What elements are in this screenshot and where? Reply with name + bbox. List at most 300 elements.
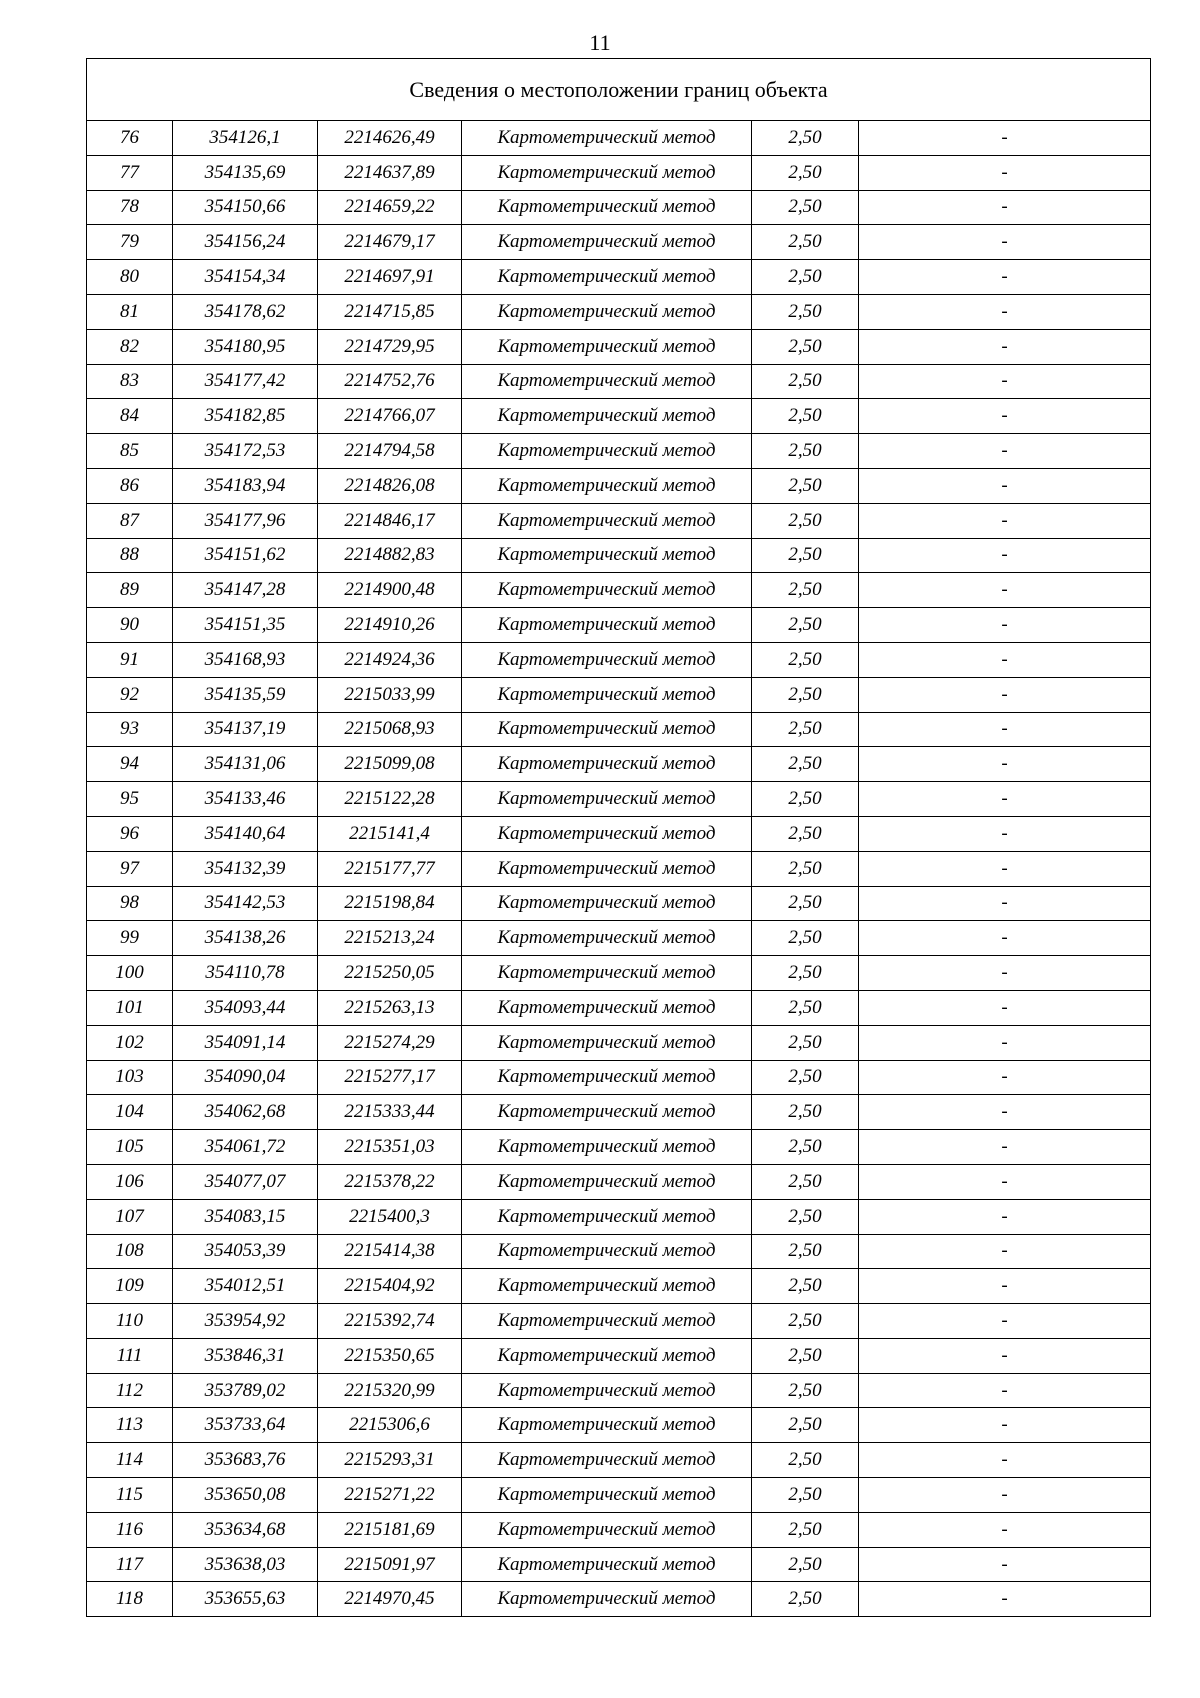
table-body	[87, 121, 1151, 1617]
point-number-cell: 103	[87, 1060, 173, 1095]
description-cell: -	[859, 642, 1151, 677]
point-number-cell: 101	[87, 990, 173, 1025]
y-coordinate-cell: 2214715,85	[318, 294, 462, 329]
accuracy-cell: 2,50	[752, 1478, 859, 1513]
point-number-cell: 105	[87, 1130, 173, 1165]
point-number-cell: 89	[87, 573, 173, 608]
description-cell: -	[859, 956, 1151, 991]
point-number-cell: 80	[87, 260, 173, 295]
description-cell: -	[859, 260, 1151, 295]
point-number-cell: 106	[87, 1164, 173, 1199]
x-coordinate-cell: 354061,72	[173, 1130, 318, 1165]
method-cell: Картометрический метод	[462, 364, 752, 399]
y-coordinate-cell: 2215333,44	[318, 1095, 462, 1130]
table-row	[87, 1234, 1151, 1269]
x-coordinate-cell: 354135,69	[173, 155, 318, 190]
point-number-cell: 81	[87, 294, 173, 329]
accuracy-cell: 2,50	[752, 1408, 859, 1443]
accuracy-cell: 2,50	[752, 642, 859, 677]
method-cell: Картометрический метод	[462, 260, 752, 295]
x-coordinate-cell: 354083,15	[173, 1199, 318, 1234]
description-cell: -	[859, 712, 1151, 747]
point-number-cell: 104	[87, 1095, 173, 1130]
point-number-cell: 83	[87, 364, 173, 399]
y-coordinate-cell: 2214626,49	[318, 121, 462, 156]
method-cell: Картометрический метод	[462, 225, 752, 260]
accuracy-cell: 2,50	[752, 990, 859, 1025]
point-number-cell: 95	[87, 782, 173, 817]
point-number-cell: 99	[87, 921, 173, 956]
description-cell: -	[859, 225, 1151, 260]
x-coordinate-cell: 354177,96	[173, 503, 318, 538]
table-row	[87, 677, 1151, 712]
y-coordinate-cell: 2214882,83	[318, 538, 462, 573]
x-coordinate-cell: 353733,64	[173, 1408, 318, 1443]
description-cell: -	[859, 399, 1151, 434]
table-row	[87, 886, 1151, 921]
point-number-cell: 94	[87, 747, 173, 782]
accuracy-cell: 2,50	[752, 1130, 859, 1165]
description-cell: -	[859, 747, 1151, 782]
x-coordinate-cell: 354183,94	[173, 468, 318, 503]
method-cell: Картометрический метод	[462, 121, 752, 156]
method-cell: Картометрический метод	[462, 1512, 752, 1547]
method-cell: Картометрический метод	[462, 190, 752, 225]
table-row	[87, 1338, 1151, 1373]
y-coordinate-cell: 2215141,4	[318, 816, 462, 851]
x-coordinate-cell: 354137,19	[173, 712, 318, 747]
x-coordinate-cell: 353634,68	[173, 1512, 318, 1547]
table-row	[87, 990, 1151, 1025]
point-number-cell: 90	[87, 608, 173, 643]
y-coordinate-cell: 2215263,13	[318, 990, 462, 1025]
table-row	[87, 329, 1151, 364]
method-cell: Картометрический метод	[462, 399, 752, 434]
x-coordinate-cell: 353846,31	[173, 1338, 318, 1373]
x-coordinate-cell: 353655,63	[173, 1582, 318, 1617]
method-cell: Картометрический метод	[462, 573, 752, 608]
method-cell: Картометрический метод	[462, 434, 752, 469]
description-cell: -	[859, 1547, 1151, 1582]
x-coordinate-cell: 354151,35	[173, 608, 318, 643]
accuracy-cell: 2,50	[752, 1547, 859, 1582]
point-number-cell: 109	[87, 1269, 173, 1304]
y-coordinate-cell: 2215351,03	[318, 1130, 462, 1165]
method-cell: Картометрический метод	[462, 816, 752, 851]
table-row	[87, 225, 1151, 260]
y-coordinate-cell: 2215320,99	[318, 1373, 462, 1408]
accuracy-cell: 2,50	[752, 468, 859, 503]
point-number-cell: 93	[87, 712, 173, 747]
y-coordinate-cell: 2214697,91	[318, 260, 462, 295]
table-row	[87, 294, 1151, 329]
table-row	[87, 642, 1151, 677]
x-coordinate-cell: 353650,08	[173, 1478, 318, 1513]
table-row	[87, 503, 1151, 538]
description-cell: -	[859, 816, 1151, 851]
method-cell: Картометрический метод	[462, 921, 752, 956]
x-coordinate-cell: 354142,53	[173, 886, 318, 921]
table-row	[87, 1512, 1151, 1547]
accuracy-cell: 2,50	[752, 1060, 859, 1095]
x-coordinate-cell: 354138,26	[173, 921, 318, 956]
y-coordinate-cell: 2215099,08	[318, 747, 462, 782]
table-row	[87, 608, 1151, 643]
accuracy-cell: 2,50	[752, 956, 859, 991]
point-number-cell: 114	[87, 1443, 173, 1478]
y-coordinate-cell: 2215177,77	[318, 851, 462, 886]
x-coordinate-cell: 354178,62	[173, 294, 318, 329]
x-coordinate-cell: 354150,66	[173, 190, 318, 225]
y-coordinate-cell: 2214900,48	[318, 573, 462, 608]
description-cell: -	[859, 468, 1151, 503]
y-coordinate-cell: 2215181,69	[318, 1512, 462, 1547]
table-row	[87, 1547, 1151, 1582]
table-row	[87, 712, 1151, 747]
x-coordinate-cell: 353683,76	[173, 1443, 318, 1478]
accuracy-cell: 2,50	[752, 1373, 859, 1408]
table-row	[87, 364, 1151, 399]
accuracy-cell: 2,50	[752, 190, 859, 225]
accuracy-cell: 2,50	[752, 712, 859, 747]
table-row	[87, 1269, 1151, 1304]
description-cell: -	[859, 1095, 1151, 1130]
table-row	[87, 155, 1151, 190]
description-cell: -	[859, 155, 1151, 190]
y-coordinate-cell: 2215274,29	[318, 1025, 462, 1060]
table-row	[87, 434, 1151, 469]
x-coordinate-cell: 353789,02	[173, 1373, 318, 1408]
x-coordinate-cell: 354090,04	[173, 1060, 318, 1095]
y-coordinate-cell: 2214766,07	[318, 399, 462, 434]
method-cell: Картометрический метод	[462, 1234, 752, 1269]
accuracy-cell: 2,50	[752, 1338, 859, 1373]
method-cell: Картометрический метод	[462, 1199, 752, 1234]
point-number-cell: 113	[87, 1408, 173, 1443]
y-coordinate-cell: 2214659,22	[318, 190, 462, 225]
accuracy-cell: 2,50	[752, 1512, 859, 1547]
description-cell: -	[859, 1199, 1151, 1234]
table-title: Сведения о местоположении границ объекта	[87, 59, 1151, 121]
y-coordinate-cell: 2215350,65	[318, 1338, 462, 1373]
page-number: 11	[589, 30, 611, 55]
x-coordinate-cell: 354156,24	[173, 225, 318, 260]
point-number-cell: 86	[87, 468, 173, 503]
description-cell: -	[859, 121, 1151, 156]
method-cell: Картометрический метод	[462, 1408, 752, 1443]
point-number-cell: 92	[87, 677, 173, 712]
accuracy-cell: 2,50	[752, 434, 859, 469]
accuracy-cell: 2,50	[752, 1199, 859, 1234]
accuracy-cell: 2,50	[752, 1164, 859, 1199]
table-row	[87, 782, 1151, 817]
method-cell: Картометрический метод	[462, 1304, 752, 1339]
accuracy-cell: 2,50	[752, 608, 859, 643]
method-cell: Картометрический метод	[462, 1269, 752, 1304]
table-row	[87, 399, 1151, 434]
y-coordinate-cell: 2214970,45	[318, 1582, 462, 1617]
point-number-cell: 85	[87, 434, 173, 469]
x-coordinate-cell: 354062,68	[173, 1095, 318, 1130]
accuracy-cell: 2,50	[752, 886, 859, 921]
method-cell: Картометрический метод	[462, 468, 752, 503]
accuracy-cell: 2,50	[752, 503, 859, 538]
point-number-cell: 111	[87, 1338, 173, 1373]
method-cell: Картометрический метод	[462, 1338, 752, 1373]
x-coordinate-cell: 354135,59	[173, 677, 318, 712]
x-coordinate-cell: 354131,06	[173, 747, 318, 782]
table-row	[87, 260, 1151, 295]
point-number-cell: 102	[87, 1025, 173, 1060]
x-coordinate-cell: 354093,44	[173, 990, 318, 1025]
x-coordinate-cell: 354154,34	[173, 260, 318, 295]
table-row	[87, 1304, 1151, 1339]
description-cell: -	[859, 851, 1151, 886]
description-cell: -	[859, 1060, 1151, 1095]
accuracy-cell: 2,50	[752, 1234, 859, 1269]
point-number-cell: 110	[87, 1304, 173, 1339]
table-row	[87, 1408, 1151, 1443]
accuracy-cell: 2,50	[752, 1025, 859, 1060]
y-coordinate-cell: 2214752,76	[318, 364, 462, 399]
y-coordinate-cell: 2215277,17	[318, 1060, 462, 1095]
y-coordinate-cell: 2215400,3	[318, 1199, 462, 1234]
method-cell: Картометрический метод	[462, 608, 752, 643]
table-row	[87, 538, 1151, 573]
accuracy-cell: 2,50	[752, 294, 859, 329]
description-cell: -	[859, 1478, 1151, 1513]
description-cell: -	[859, 434, 1151, 469]
description-cell: -	[859, 364, 1151, 399]
description-cell: -	[859, 1373, 1151, 1408]
point-number-cell: 79	[87, 225, 173, 260]
boundary-table	[86, 58, 1151, 1617]
accuracy-cell: 2,50	[752, 1269, 859, 1304]
table-row	[87, 1443, 1151, 1478]
point-number-cell: 98	[87, 886, 173, 921]
method-cell: Картометрический метод	[462, 642, 752, 677]
description-cell: -	[859, 538, 1151, 573]
accuracy-cell: 2,50	[752, 1095, 859, 1130]
method-cell: Картометрический метод	[462, 747, 752, 782]
x-coordinate-cell: 354182,85	[173, 399, 318, 434]
y-coordinate-cell: 2215198,84	[318, 886, 462, 921]
table-row	[87, 468, 1151, 503]
accuracy-cell: 2,50	[752, 155, 859, 190]
description-cell: -	[859, 573, 1151, 608]
table-title-row	[87, 59, 1151, 121]
description-cell: -	[859, 503, 1151, 538]
table-row	[87, 1095, 1151, 1130]
accuracy-cell: 2,50	[752, 1443, 859, 1478]
point-number-cell: 117	[87, 1547, 173, 1582]
point-number-cell: 107	[87, 1199, 173, 1234]
description-cell: -	[859, 1130, 1151, 1165]
description-cell: -	[859, 886, 1151, 921]
description-cell: -	[859, 1304, 1151, 1339]
y-coordinate-cell: 2215306,6	[318, 1408, 462, 1443]
point-number-cell: 118	[87, 1582, 173, 1617]
method-cell: Картометрический метод	[462, 538, 752, 573]
y-coordinate-cell: 2215033,99	[318, 677, 462, 712]
description-cell: -	[859, 1234, 1151, 1269]
table-row	[87, 851, 1151, 886]
accuracy-cell: 2,50	[752, 747, 859, 782]
y-coordinate-cell: 2214910,26	[318, 608, 462, 643]
point-number-cell: 82	[87, 329, 173, 364]
y-coordinate-cell: 2214679,17	[318, 225, 462, 260]
y-coordinate-cell: 2214846,17	[318, 503, 462, 538]
method-cell: Картометрический метод	[462, 677, 752, 712]
method-cell: Картометрический метод	[462, 503, 752, 538]
x-coordinate-cell: 354091,14	[173, 1025, 318, 1060]
method-cell: Картометрический метод	[462, 294, 752, 329]
description-cell: -	[859, 1582, 1151, 1617]
table-row	[87, 1164, 1151, 1199]
y-coordinate-cell: 2215271,22	[318, 1478, 462, 1513]
accuracy-cell: 2,50	[752, 225, 859, 260]
table-row	[87, 1025, 1151, 1060]
x-coordinate-cell: 354110,78	[173, 956, 318, 991]
y-coordinate-cell: 2214794,58	[318, 434, 462, 469]
description-cell: -	[859, 608, 1151, 643]
table-row	[87, 1130, 1151, 1165]
y-coordinate-cell: 2215404,92	[318, 1269, 462, 1304]
accuracy-cell: 2,50	[752, 921, 859, 956]
y-coordinate-cell: 2215414,38	[318, 1234, 462, 1269]
method-cell: Картометрический метод	[462, 956, 752, 991]
accuracy-cell: 2,50	[752, 399, 859, 434]
point-number-cell: 116	[87, 1512, 173, 1547]
accuracy-cell: 2,50	[752, 260, 859, 295]
description-cell: -	[859, 1408, 1151, 1443]
point-number-cell: 88	[87, 538, 173, 573]
x-coordinate-cell: 354133,46	[173, 782, 318, 817]
accuracy-cell: 2,50	[752, 816, 859, 851]
y-coordinate-cell: 2215250,05	[318, 956, 462, 991]
point-number-cell: 91	[87, 642, 173, 677]
x-coordinate-cell: 354180,95	[173, 329, 318, 364]
y-coordinate-cell: 2214924,36	[318, 642, 462, 677]
table-row	[87, 921, 1151, 956]
x-coordinate-cell: 354053,39	[173, 1234, 318, 1269]
point-number-cell: 97	[87, 851, 173, 886]
point-number-cell: 115	[87, 1478, 173, 1513]
x-coordinate-cell: 354177,42	[173, 364, 318, 399]
method-cell: Картометрический метод	[462, 990, 752, 1025]
method-cell: Картометрический метод	[462, 886, 752, 921]
table-row	[87, 1199, 1151, 1234]
method-cell: Картометрический метод	[462, 1095, 752, 1130]
point-number-cell: 77	[87, 155, 173, 190]
table-row	[87, 816, 1151, 851]
method-cell: Картометрический метод	[462, 1373, 752, 1408]
table-row	[87, 1060, 1151, 1095]
table-row	[87, 1582, 1151, 1617]
method-cell: Картометрический метод	[462, 1025, 752, 1060]
point-number-cell: 78	[87, 190, 173, 225]
accuracy-cell: 2,50	[752, 538, 859, 573]
x-coordinate-cell: 354077,07	[173, 1164, 318, 1199]
method-cell: Картометрический метод	[462, 712, 752, 747]
accuracy-cell: 2,50	[752, 782, 859, 817]
x-coordinate-cell: 354140,64	[173, 816, 318, 851]
description-cell: -	[859, 1164, 1151, 1199]
method-cell: Картометрический метод	[462, 1478, 752, 1513]
x-coordinate-cell: 354168,93	[173, 642, 318, 677]
description-cell: -	[859, 1338, 1151, 1373]
y-coordinate-cell: 2215378,22	[318, 1164, 462, 1199]
accuracy-cell: 2,50	[752, 1582, 859, 1617]
accuracy-cell: 2,50	[752, 677, 859, 712]
y-coordinate-cell: 2215068,93	[318, 712, 462, 747]
method-cell: Картометрический метод	[462, 1164, 752, 1199]
table-row	[87, 747, 1151, 782]
point-number-cell: 96	[87, 816, 173, 851]
y-coordinate-cell: 2215091,97	[318, 1547, 462, 1582]
table-row	[87, 573, 1151, 608]
accuracy-cell: 2,50	[752, 364, 859, 399]
x-coordinate-cell: 354151,62	[173, 538, 318, 573]
x-coordinate-cell: 353954,92	[173, 1304, 318, 1339]
accuracy-cell: 2,50	[752, 121, 859, 156]
description-cell: -	[859, 782, 1151, 817]
method-cell: Картометрический метод	[462, 155, 752, 190]
y-coordinate-cell: 2215392,74	[318, 1304, 462, 1339]
table-row	[87, 956, 1151, 991]
description-cell: -	[859, 921, 1151, 956]
point-number-cell: 100	[87, 956, 173, 991]
point-number-cell: 108	[87, 1234, 173, 1269]
y-coordinate-cell: 2215213,24	[318, 921, 462, 956]
point-number-cell: 112	[87, 1373, 173, 1408]
point-number-cell: 87	[87, 503, 173, 538]
method-cell: Картометрический метод	[462, 1130, 752, 1165]
point-number-cell: 84	[87, 399, 173, 434]
accuracy-cell: 2,50	[752, 573, 859, 608]
description-cell: -	[859, 1443, 1151, 1478]
method-cell: Картометрический метод	[462, 1060, 752, 1095]
description-cell: -	[859, 1512, 1151, 1547]
description-cell: -	[859, 190, 1151, 225]
y-coordinate-cell: 2214637,89	[318, 155, 462, 190]
method-cell: Картометрический метод	[462, 1582, 752, 1617]
method-cell: Картометрический метод	[462, 851, 752, 886]
point-number-cell: 76	[87, 121, 173, 156]
x-coordinate-cell: 353638,03	[173, 1547, 318, 1582]
table-row	[87, 190, 1151, 225]
method-cell: Картометрический метод	[462, 1547, 752, 1582]
table-row	[87, 1373, 1151, 1408]
description-cell: -	[859, 1269, 1151, 1304]
table-row	[87, 121, 1151, 156]
accuracy-cell: 2,50	[752, 851, 859, 886]
x-coordinate-cell: 354012,51	[173, 1269, 318, 1304]
x-coordinate-cell: 354126,1	[173, 121, 318, 156]
description-cell: -	[859, 294, 1151, 329]
y-coordinate-cell: 2214729,95	[318, 329, 462, 364]
description-cell: -	[859, 677, 1151, 712]
accuracy-cell: 2,50	[752, 1304, 859, 1339]
method-cell: Картометрический метод	[462, 782, 752, 817]
x-coordinate-cell: 354172,53	[173, 434, 318, 469]
method-cell: Картометрический метод	[462, 329, 752, 364]
description-cell: -	[859, 329, 1151, 364]
method-cell: Картометрический метод	[462, 1443, 752, 1478]
x-coordinate-cell: 354147,28	[173, 573, 318, 608]
y-coordinate-cell: 2215122,28	[318, 782, 462, 817]
description-cell: -	[859, 1025, 1151, 1060]
